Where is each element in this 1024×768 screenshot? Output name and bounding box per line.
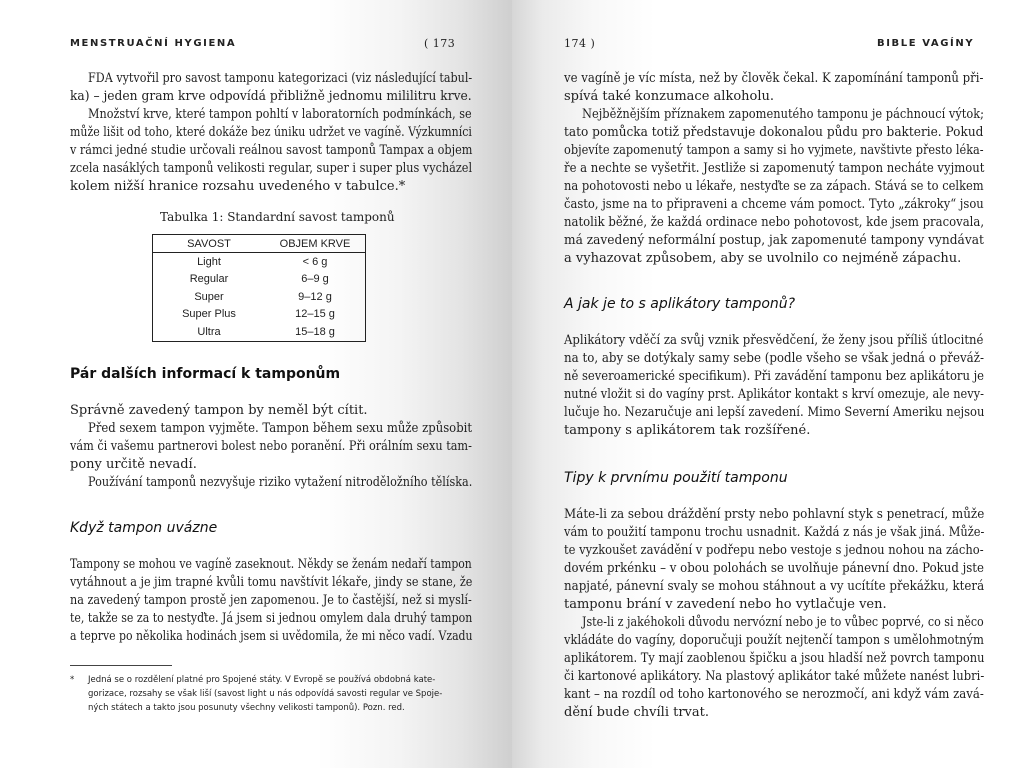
text-line: ve vagíně je víc místa, než by člověk čekal. K zapomínání tamponů při- (564, 71, 984, 86)
text-line: zcela nasáklých tamponů velikosti regular, super i super plus vycházel (70, 161, 473, 176)
text-line: nutné vložit si do vagíny prst. Aplikátor kontakt s krví omezuje, ale nevy- (564, 387, 984, 402)
text-line: ně severoamerické specifikum). Při zavádění tamponu bez aplikátoru je (564, 369, 985, 384)
text-line: vytáhnout a je jim trapné kvůli tomu navštívit lékaře, jindy se stane, že (70, 575, 473, 590)
text-line: ka) – jeden gram krve odpovídá přibližně jednomu mililitru krve. (70, 89, 472, 104)
table-cell: 15–18 g (295, 325, 335, 338)
table-cell: Regular (189, 273, 229, 286)
text-line: může lišit od toho, které dokáže bez úniku udržet ve vagíně. Výzkumníci (70, 125, 472, 140)
text-line: na to, aby se dotýkaly samy sebe (podle všeho se však jedná o převáž- (564, 351, 984, 366)
text-line: aplikátorem. Ty mají zaoblenou špičku a jsou hladší než povrch tamponu (564, 651, 985, 666)
text-line: ře a nechte se vyšetřit. Jestliže si zapomenutý tampon necháte vyjmout (564, 161, 985, 176)
text-line: dění bude chvíli trvat. (564, 705, 710, 720)
running-head-left: MENSTRUAČNÍ HYGIENA (70, 38, 237, 49)
text-line: spívá také konzumace alkoholu. (564, 89, 775, 104)
table-cell: Super (194, 290, 224, 303)
footnote-rule (70, 665, 172, 666)
text-line: Správně zavedený tampon by neměl být cítit. (70, 403, 368, 418)
footnote-line: gorizace, rozsahy se však liší (savost light u nás odpovídá savosti regular ve Spoje- (88, 689, 443, 699)
page-number-right: 174 ) (564, 37, 596, 50)
table-cell: < 6 g (302, 255, 328, 268)
footnote-marker: * (70, 675, 75, 685)
footnote-line: Jedná se o rozdělení platné pro Spojené státy. V Evropě se používá obdobná kate- (88, 675, 436, 685)
table-cell: Light (197, 255, 221, 268)
subsection-heading-tips: Tipy k prvnímu použití tamponu (564, 470, 788, 486)
text-line: vkládáte do vagíny, doporučuji použít nejtenčí tampon s umělohmotným (564, 633, 984, 648)
table-cell: Ultra (197, 325, 221, 338)
text-line: kant – na rozdíl od toho kartonového se nerozmočí, ani když vám zavá- (564, 687, 984, 702)
text-line: tamponu brání v zavedení nebo ho vytlačuje ven. (564, 597, 887, 612)
text-line: tampony s aplikátorem tak rozšířené. (564, 423, 811, 438)
text-line: a vyhazovat způsobem, aby se uvolnilo co nejméně zápachu. (564, 251, 962, 266)
text-line: natolik běžné, že každá ordinace nebo pohotovost, kde jsem pracovala, (564, 215, 985, 230)
table-row (153, 306, 366, 324)
column-header-absorbency: SAVOST (153, 235, 266, 253)
table-cell: 6–9 g (301, 273, 329, 286)
text-line: pony určitě nevadí. (70, 457, 197, 472)
table-row (153, 271, 366, 289)
text-line: Tampony se mohou ve vagíně zaseknout. Někdy se ženám nedaří tampon (70, 557, 472, 572)
table-row (153, 253, 366, 271)
footnote-line: ných státech a takto jsou posunuty všechny velikosti tamponů). Pozn. red. (88, 703, 405, 713)
table-caption: Tabulka 1: Standardní savost tamponů (160, 210, 395, 224)
table-header-row (153, 235, 366, 253)
subsection-heading-applicators: A jak je to s aplikátory tamponů? (564, 296, 796, 312)
text-line: Jste-li z jakéhokoli důvodu nervózní nebo je to vůbec poprvé, co si něco (582, 615, 984, 630)
subsection-heading: Když tampon uvázne (70, 520, 218, 536)
text-line: na pohotovosti nebo u lékaře, nestyďte se za zápach. Stává se to celkem (564, 179, 984, 194)
text-line: vám to použití tamponu trochu usnadnit. Každá z nás je však jiná. Může- (564, 525, 985, 540)
text-line: často, jsme na to připraveni a chceme vám pomoct. Tyto „zákroky“ jsou (564, 197, 984, 212)
right-page (512, 0, 1024, 768)
text-line: kolem nižší hranice rozsahu uvedeného v tabulce.* (70, 179, 406, 194)
table-row (153, 323, 366, 341)
text-line: a teprve po několika hodinách jsem si uvědomila, že mi něco vadí. Vzadu (70, 629, 473, 644)
text-line: Před sexem tampon vyjměte. Tampon během sexu může způsobit (88, 421, 473, 436)
text-line: Aplikátory vděčí za svůj vznik přesvědčení, že ženy jsou příliš útlocitné (564, 333, 984, 348)
section-heading: Pár dalších informací k tamponům (70, 366, 341, 382)
text-line: Nejběžnějším příznakem zapomenutého tamponu je páchnoucí výtok; (582, 107, 985, 122)
table-cell: 9–12 g (298, 290, 332, 303)
text-line: lučuje ho. Nezaručuje ani lepší zavedení. Mimo Severní Ameriku nejsou (564, 405, 985, 420)
text-line: na zavedený tampon prostě jen zapomenou. Je to častější, než si myslí- (70, 593, 472, 608)
text-line: objevíte zapomenutý tampon a samy si ho vyjmete, navštivte přesto léka- (564, 143, 984, 158)
table-cell: Super Plus (182, 308, 236, 321)
absorbency-table (152, 234, 366, 342)
text-line: v rámci jedné studie určovali reálnou savost tamponů Tampax a objem (70, 143, 473, 158)
text-line: má zavedený neformální postup, jak zapomenuté tampony vyndávat (564, 233, 984, 248)
text-line: Máte-li za sebou dráždění prsty nebo pohlavní styk s penetrací, může (564, 507, 985, 522)
text-line: te, takže se za to nestyďte. Já jsem si jednou omylem dala druhý tampon (70, 611, 473, 626)
text-line: FDA vytvořil pro savost tamponu kategorizaci (viz následující tabul- (88, 71, 473, 86)
running-head-right: BIBLE VAGÍNY (877, 38, 975, 49)
text-line: te vyzkoušet zavádění v podřepu nebo vestoje s jednou nohou na zácho- (564, 543, 984, 558)
text-line: či kartonové aplikátory. Na plastový aplikátor také můžete nanést lubri- (564, 669, 985, 684)
page-number-left: ( 173 (424, 37, 456, 50)
table-cell: 12–15 g (295, 308, 335, 321)
table-row (153, 288, 366, 306)
text-line: tato pomůcka totiž představuje dokonalou půdu pro bakterie. Pokud (564, 125, 984, 140)
text-line: Používání tamponů nezvyšuje riziko vytažení nitroděložního tělíska. (88, 475, 473, 490)
text-line: vám či vašemu partnerovi bolest nebo poranění. Při orálním sexu tam- (70, 439, 472, 454)
column-header-blood-volume: OBJEM KRVE (265, 235, 366, 253)
text-line: dovém prkénku – v obou polohách se uvolňuje pánevní dno. Pokud jste (564, 561, 984, 576)
text-line: napjaté, pánevní svaly se mohou stáhnout a vy ucítíte překážku, která (564, 579, 985, 594)
text-line: Množství krve, které tampon pohltí v laboratorních podmínkách, se (88, 107, 472, 122)
